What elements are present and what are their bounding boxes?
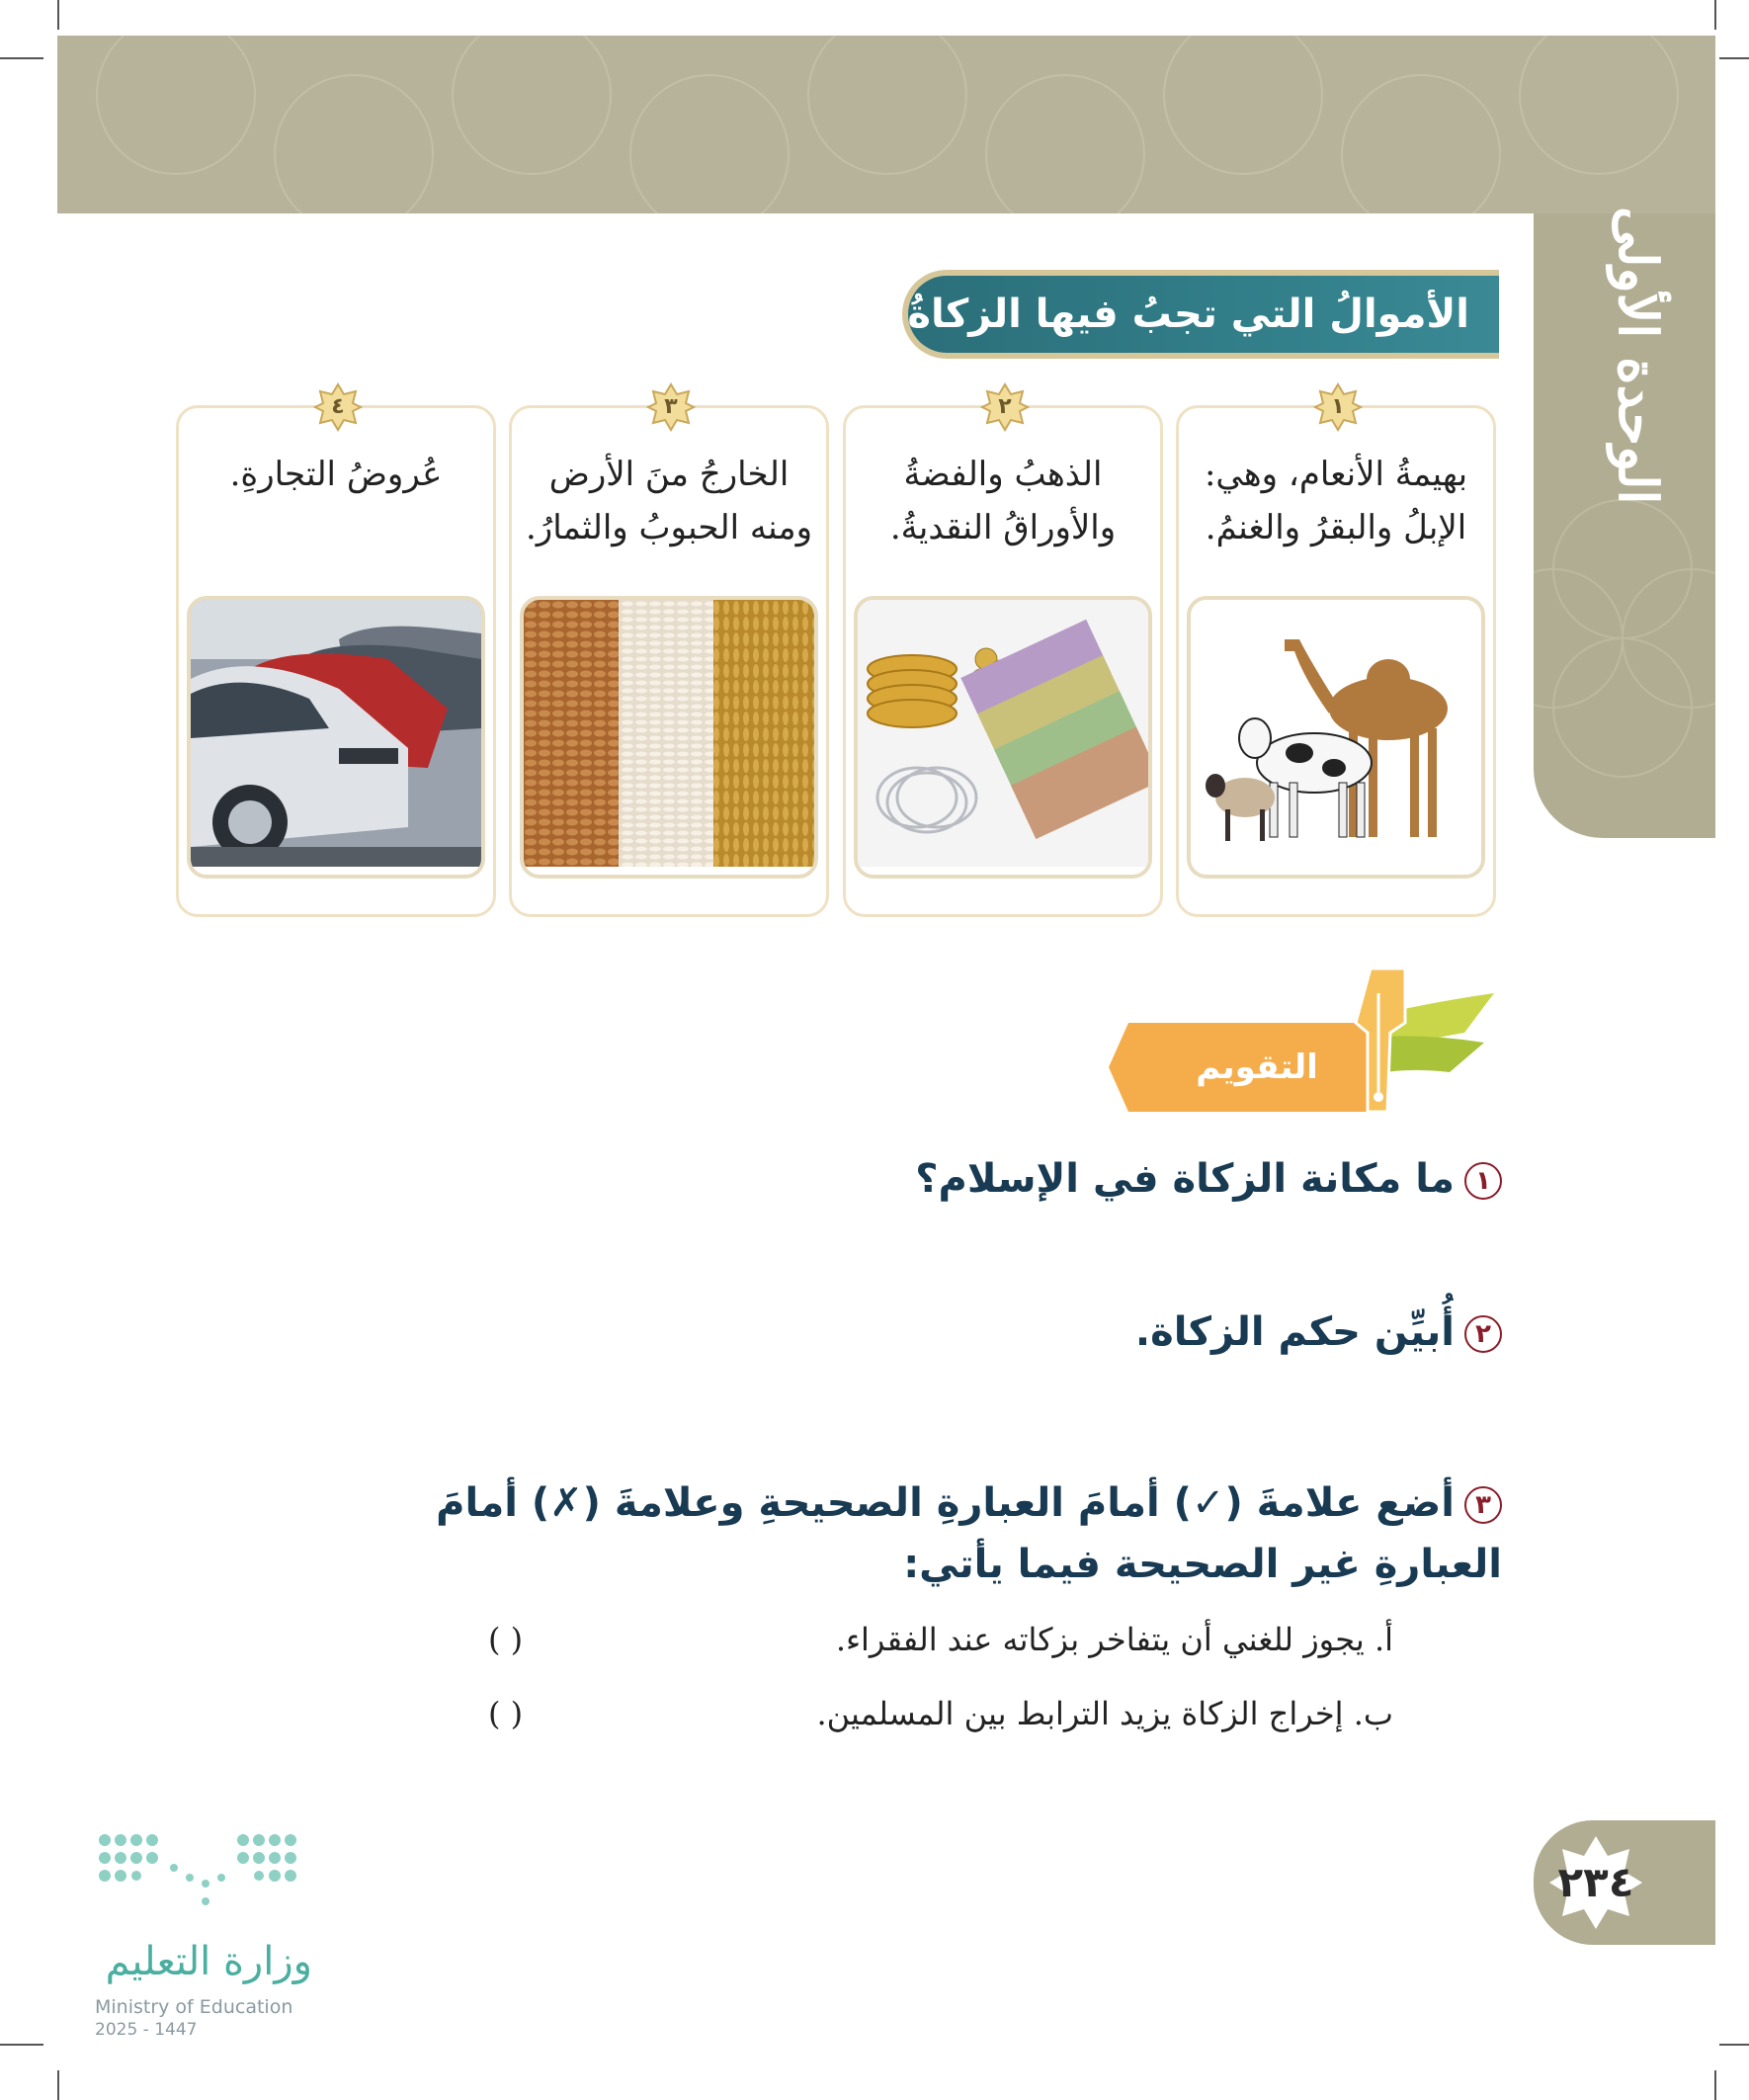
livestock-image [1187,596,1485,879]
unit-label: الوحدة الأولى [1607,207,1670,505]
cars-image [187,596,485,879]
section-title: الأموالُ التي تجبُ فيها الزكاةُ [907,292,1469,337]
evaluation-header [1109,964,1496,1122]
card-text: الذهبُ والفضةُ والأوراقُ النقديةُ. [889,455,1117,547]
top-banner [57,36,1715,213]
card-text: الخارجُ منَ الأرض ومنه الحبوبُ والثمارُ. [525,455,813,547]
ministry-english-name: Ministry of Education [95,1996,293,2018]
zakat-card-3 [509,394,829,917]
question-3 [326,1472,1502,1595]
zakat-card-1 [1176,394,1496,917]
page-number: ٢٣٤ [1557,1858,1634,1906]
ministry-arabic-name: وزارة التعليم [105,1939,312,1984]
card-text: بهيمةُ الأنعام، وهي: الإبلُ والبقرُ والغنمُ. [1204,455,1468,547]
page-number-tab [1534,1820,1715,1945]
zakat-card-4 [176,394,496,917]
question-text: أضع علامةَ (✓) أمامَ العبارةِ الصحيحةِ وعلامةَ (✗) أمامَ العبارةِ غير الصحيحة فيما يأتي: [436,1480,1502,1587]
question-number: ١ [1464,1162,1502,1200]
question-1 [915,1156,1502,1202]
edition-year: 2025 - 1447 [95,2020,198,2040]
ministry-logo [95,1820,322,2040]
card-number-badge: ٢ [980,382,1030,432]
statement-a: أ. يجوز للغني أن يتفاخر بزكاته عند الفقراء. [835,1621,1393,1658]
answer-box-b[interactable]: ( ) [488,1695,524,1732]
banner-pattern [57,36,1715,213]
page-number-badge [1547,1834,1644,1931]
zakat-card-2 [843,394,1163,917]
statement-b: ب. إخراج الزكاة يزيد الترابط بين المسلمين. [816,1695,1393,1732]
ministry-logo-dots [95,1820,312,1929]
card-number-badge: ١ [1313,382,1363,432]
question-2 [1135,1309,1502,1355]
question-number: ٣ [1464,1486,1502,1524]
gold-money-image [854,596,1152,879]
section-title-banner [882,265,1499,364]
question-text: أُبيِّن حكم الزكاة. [1134,1309,1455,1355]
card-number-badge: ٤ [313,382,363,432]
card-number-badge: ٣ [646,382,696,432]
grains-image [520,596,818,879]
answer-box-a[interactable]: ( ) [488,1621,524,1658]
question-number: ٢ [1464,1315,1502,1353]
card-text: عُروضُ التجارةِ. [229,455,443,494]
evaluation-title: التقويم [1196,1048,1318,1087]
question-text: ما مكانة الزكاة في الإسلام؟ [915,1156,1455,1202]
